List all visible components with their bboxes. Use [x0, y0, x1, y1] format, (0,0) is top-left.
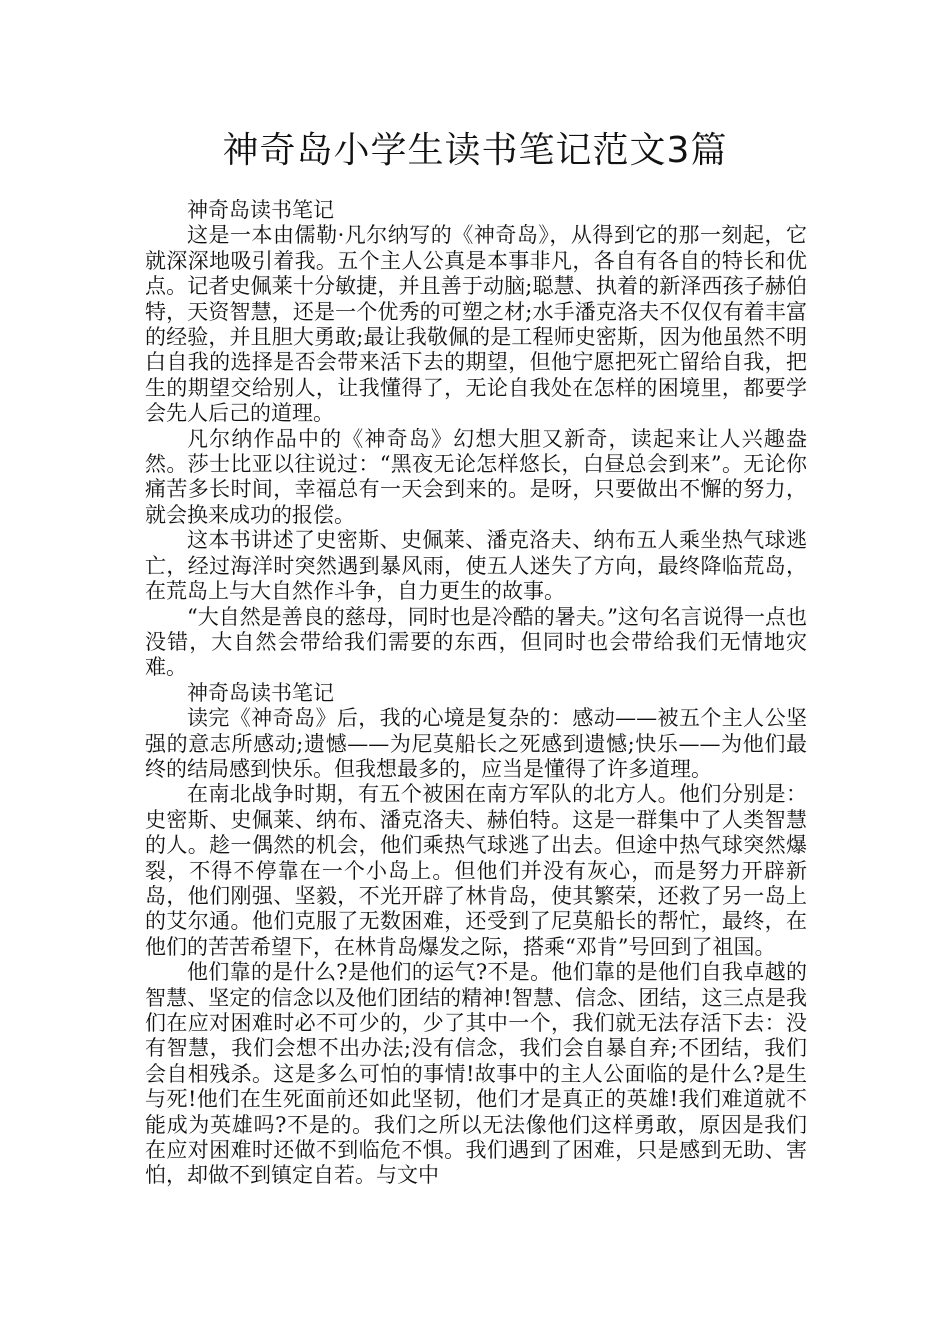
paragraph: 这是一本由儒勒·凡尔纳写的《神奇岛》，从得到它的那一刻起，它就深深地吸引着我。五个主人公真是本事非凡，各自有各自的特长和优点。记者史佩莱十分敏捷，并且善于动脑;聪慧、执着的新泽西孩子赫伯特，天资智慧，还是一个优秀的可塑之材;水手潘克洛夫不仅仅有着丰富的经验，并且胆大勇敢;最让我敬佩的是工程师史密斯，因为他虽然不明白自我的选择是否会带来活下去的期望，但他宁愿把死亡留给自我，把生的期望交给别人，让我懂得了，无论自我处在怎样的困境里，都要学会先人后己的道理。 — [145, 223, 807, 426]
section-heading: 神奇岛读书笔记 — [187, 198, 334, 222]
document-body — [145, 198, 807, 1189]
document-title: 神奇岛小学生读书笔记范文3篇 — [222, 130, 728, 171]
paragraph: 这本书讲述了史密斯、史佩莱、潘克洛夫、纳布五人乘坐热气球逃亡，经过海洋时突然遇到暴风雨，使五人迷失了方向，最终降临荒岛，在荒岛上与大自然作斗争，自力更生的故事。 — [145, 528, 807, 604]
paragraph: 在南北战争时期，有五个被困在南方军队的北方人。他们分别是：史密斯、史佩莱、纳布、潘克洛夫、赫伯特。这是一群集中了人类智慧的人。趁一偶然的机会，他们乘热气球逃了出去。但途中热气球突然爆裂，不得不停靠在一个小岛上。但他们并没有灰心，而是努力开辟新岛，他们刚强、坚毅，不光开辟了林肯岛，使其繁荣，还救了另一岛上的艾尔通。他们克服了无数困难，还受到了尼莫船长的帮忙，最终，在他们的苦苦希望下，在林肯岛爆发之际，搭乘“邓肯”号回到了祖国。 — [145, 782, 807, 959]
paragraph: 他们靠的是什么?是他们的运气?不是。他们靠的是他们自我卓越的智慧、坚定的信念以及他们团结的精神!智慧、信念、团结，这三点是我们在应对困难时必不可少的，少了其中一个，我们就无法存活下去：没有智慧，我们会想不出办法;没有信念，我们会自暴自弃;不团结，我们会自相残杀。这是多么可怕的事情!故事中的主人公面临的是什么?是生与死!他们在生死面前还如此坚韧，他们才是真正的英雄!我们难道就不能成为英雄吗?不是的。我们之所以无法像他们这样勇敢，原因是我们在应对困难时还做不到临危不惧。我们遇到了困难，只是感到无助、害怕，却做不到镇定自若。与文中 — [145, 960, 807, 1188]
paragraph: 凡尔纳作品中的《神奇岛》幻想大胆又新奇，读起来让人兴趣盎然。莎士比亚以往说过：“黑夜无论怎样悠长，白昼总会到来”。无论你痛苦多长时间，幸福总有一天会到来的。是呀，只要做出不懈的努力，就会换来成功的报偿。 — [145, 426, 807, 527]
paragraph: “大自然是善良的慈母，同时也是冷酷的暑夫。”这句名言说得一点也没错，大自然会带给我们需要的东西，但同时也会带给我们无情地灾难。 — [145, 604, 807, 680]
paragraph: 读完《神奇岛》后，我的心境是复杂的：感动——被五个主人公坚强的意志所感动;遗憾——为尼莫船长之死感到遗憾;快乐——为他们最终的结局感到快乐。但我想最多的，应当是懂得了许多道理。 — [145, 706, 807, 781]
section-heading: 神奇岛读书笔记 — [187, 680, 334, 705]
